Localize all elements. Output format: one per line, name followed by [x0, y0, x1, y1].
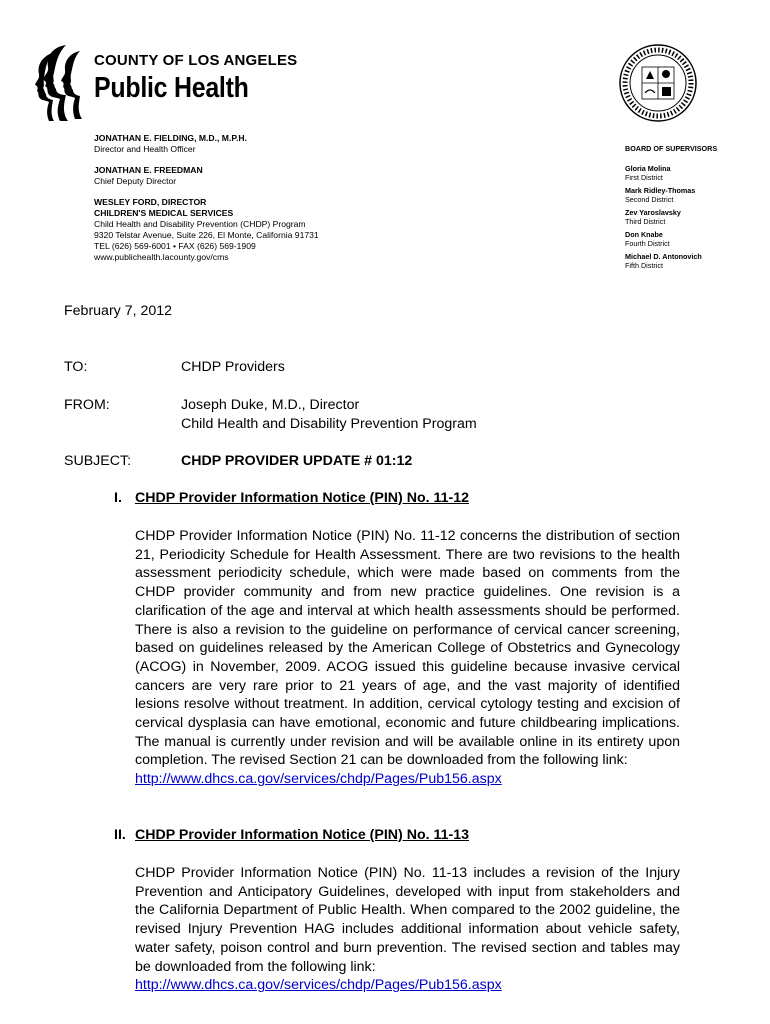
from-program: Child Health and Disability Prevention Program	[181, 415, 477, 432]
from-name: Joseph Duke, M.D., Director	[181, 397, 360, 413]
subject-label: SUBJECT:	[64, 453, 132, 469]
section-body: CHDP Provider Information Notice (PIN) No. 11-12 concerns the distribution of section 21, Periodicity Schedule for Health Assessment. There are two revisions to the health assessment periodicity schedule, which were made based on comments from the CHDP provider community and from new practice guidelines. One revision is a clarification of the age and interval at which health assessments should be performed. There is also a revision to the guideline on performance of cervical cancer screening, based on guidelines released by the American College of Obstetrics and Gynecology (ACOG) in November, 2009. ACOG issued this guideline because invasive cervical cancers are very rare prior to 21 years of age, and the vast majority of identified lesions resolve without treatment. In addition, cervical cytology testing and excision of cervical dysplasia can have emotional, economic and future childbearing implications. The manual is currently under revision and will be available online in its entirety upon completion. The revised Section 21 can be downloaded from the following link:	[135, 528, 680, 769]
staff-name: WESLEY FORD, DIRECTOR	[94, 197, 207, 207]
board-member-name: Zev Yaroslavsky	[625, 208, 681, 217]
staff-website: www.publichealth.lacounty.gov/cms	[94, 252, 229, 262]
section-link[interactable]: http://www.dhcs.ca.gov/services/chdp/Pages/Pub156.aspx	[135, 977, 502, 994]
department-name: Public Health	[94, 72, 249, 104]
section-paragraph	[135, 864, 680, 995]
staff-program: Child Health and Disability Prevention (CHDP) Program	[94, 219, 306, 229]
memo-date: February 7, 2012	[64, 303, 173, 319]
county-seal-icon	[618, 43, 698, 123]
section-heading: CHDP Provider Information Notice (PIN) No. 11-13	[135, 827, 469, 843]
from-value	[181, 396, 477, 433]
staff-entry-deputy	[94, 165, 394, 187]
board-member-district: First District	[625, 173, 663, 182]
board-member-district: Fifth District	[625, 261, 663, 270]
section-number: I.	[114, 490, 122, 506]
staff-block	[94, 133, 394, 273]
staff-phone: TEL (626) 569-6001 • FAX (626) 569-1909	[94, 241, 256, 251]
section-body: CHDP Provider Information Notice (PIN) No. 11-13 includes a revision of the Injury Prevention and Anticipatory Guidelines, developed with input from stakeholders and the California Department of Public Health. When compared to the 2002 guideline, the revised Injury Prevention HAG includes additional information about vehicle safety, water safety, poison control and burn prevention. The revised section and tables may be downloaded from the following link:	[135, 865, 680, 975]
board-member	[625, 230, 765, 248]
board-member-name: Don Knabe	[625, 230, 663, 239]
staff-entry-cms	[94, 197, 394, 263]
staff-entry-director	[94, 133, 394, 155]
board-member-name: Gloria Molina	[625, 164, 671, 173]
board-member	[625, 186, 765, 204]
board-member	[625, 164, 765, 182]
staff-address: 9320 Telstar Avenue, Suite 226, El Monte, California 91731	[94, 230, 319, 240]
subject-value: CHDP PROVIDER UPDATE # 01:12	[181, 453, 413, 469]
board-member-name: Michael D. Antonovich	[625, 252, 702, 261]
staff-name: JONATHAN E. FREEDMAN	[94, 165, 203, 175]
staff-title: Chief Deputy Director	[94, 176, 177, 186]
public-health-logo-icon	[32, 43, 92, 123]
section-paragraph	[135, 527, 680, 789]
to-label: TO:	[64, 359, 88, 375]
staff-title: Director and Health Officer	[94, 144, 196, 154]
staff-department: CHILDREN'S MEDICAL SERVICES	[94, 208, 234, 218]
board-heading: BOARD OF SUPERVISORS	[625, 144, 718, 153]
board-member-district: Fourth District	[625, 239, 670, 248]
board-member	[625, 208, 765, 226]
section-heading: CHDP Provider Information Notice (PIN) No. 11-12	[135, 490, 469, 506]
board-member-district: Second District	[625, 195, 674, 204]
section-link[interactable]: http://www.dhcs.ca.gov/services/chdp/Pages/Pub156.aspx	[135, 771, 502, 788]
board-of-supervisors	[625, 144, 765, 274]
county-name: COUNTY OF LOS ANGELES	[94, 52, 298, 69]
board-member-name: Mark Ridley-Thomas	[625, 186, 696, 195]
section-number: II.	[114, 827, 126, 843]
to-value: CHDP Providers	[181, 359, 285, 375]
staff-name: JONATHAN E. FIELDING, M.D., M.P.H.	[94, 133, 247, 143]
from-label: FROM:	[64, 397, 110, 413]
board-member	[625, 252, 765, 270]
board-member-district: Third District	[625, 217, 666, 226]
